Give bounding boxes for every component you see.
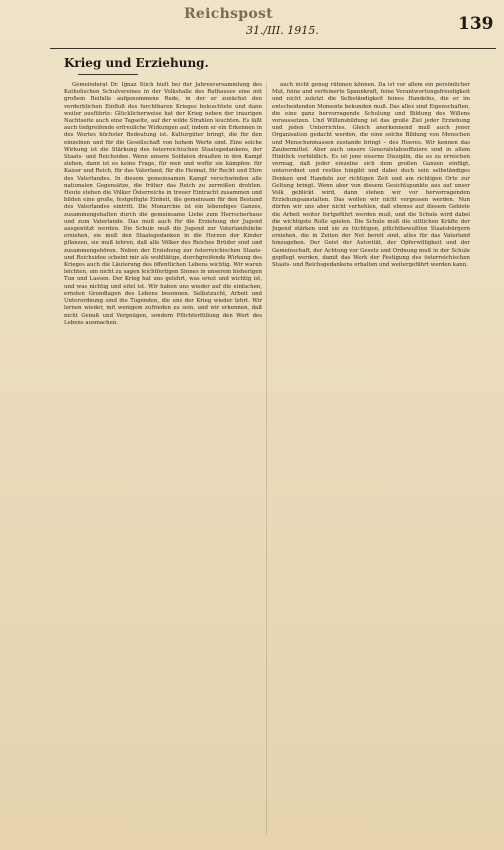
masthead: Reichspost <box>184 6 273 22</box>
article-column-left <box>64 82 262 834</box>
column-separator <box>266 82 267 834</box>
title-underline <box>78 74 138 75</box>
left-column-text: Gemeinderat Dr. Ignaz Stich hielt bei der Jahresversammlung des Katholischen Schulvereines in der Volkshalle des Rathauses eine mit großem Beifalle aufgenommene Rede, in der er zunächst den verderblichen Einfluß des furchtbaren Krieges beleuchtete und dann weiter ausführte: Glücklicherweise hat der Krieg neben der traurigen Nachtseite auch eine Tagseite, auf der wilde Strahlen leuchten. Es läßt auch tiefgreifende erfreuliche Wirkungen auf, indem er ein Erkennen in des Wortes höchster Bedeutung ist. Kulturgüter bringt, die für den einzelnen und für die Gesellschaft von hohem Werte sind. Eine solche Wirkung ist die Stärkung des österreichischen Staatsgedankens, der Staats- und Reichsidee. Wenn unsere Soldaten draußen in den Kampf ziehen, dann ist es keine Frage, für wen und wofür sie kämpfen: für Kaiser und Reich, für das Vaterland, für die Heimat, für Recht und Ehre des Vaterlandes. In diesem gemeinsamen Kampf verschwinden alle nationalen Gegensätze, die früher das Reich zu zerreißen drohten. Heute stehen die Völker Österreichs in treuer Eintracht zusammen und bilden eine große, festgefügte Einheit, die gemeinsam für den Bestand des Vaterlandes eintritt. Die Monarchie ist ein lebendiges Ganzes, zusammengehalten durch die gemeinsame Liebe zum Herrscherhaus und zum Vaterlande. Das muß auch für die Erziehung der Jugend ausgenützt werden. Die Schule muß die Jugend zur Vaterlandsliebe erziehen, sie muß den Staatsgedanken in die Herzen der Kinder pflanzen, sie muß lehren, daß alle Völker des Reiches Brüder sind und zusammengehören. Neben der Erziehung zur österreichischen Staats- und Reichsidee scheint mir als wohltätige, durchgreifende Wirkung des Krieges auch die Läuterung des öffentlichen Lebens wichtig. Wir waren leichten, um nicht zu sagen leichtfertigen Sinnes in unserem bisherigen Tun und Lassen. Der Krieg hat uns gelehrt, was ernst und wichtig ist, und was nichtig und eitel ist. Wir haben uns wieder auf die einfachen, ernsten Grundlagen des Lebens besonnen. Selbstzucht, Arbeit und Unterordnung sind die Tugenden, die uns der Krieg wieder lehrt. Wir lernen wieder, mit wenigem zufrieden zu sein, und wir erkennen, daß nicht Genuß und Vergnügen, sondern Pflichterfüllung den Wert des Lebens ausmachen. <box>64 82 262 326</box>
handwritten-date: 31./III. 1915. <box>246 24 319 37</box>
article-column-right <box>272 82 470 462</box>
right-column-text: auch nicht genug rühmen können. Da ist vor allem ein persönlicher Mut, feine und verfeinerte Spannkraft, feine Verantwortungsfreudigkeit und nicht zuletzt die Selbständigkeit feines Handelns, die er im entscheidenden Momente bekunden muß. Das alles sind Eigenschaften, die eine ganz hervorragende Schulung und Bildung des Willens voraussetzen. Und Willensbildung ist das große Ziel jeder Erziehung und jeden Unterrichtes. Gleich anerkennend muß auch jener Organisation gedacht werden, die eine solche Bildung von Menschen und Menschenmassen zustande bringt – des Heeres. Wir kennen das Zaubermittel. Aber auch unsere Generalstabsoffiziere sind in allem Hinblick vorbildlich. Es ist jene eiserne Disziplin, die es zu erreichen vermag, daß jeder einzelne sich dem großen Ganzen einfügt, unterordnet und restlos hingibt und dabei doch sein selbständiges Denken und Handeln zur richtigen Zeit und am richtigen Orte zur Geltung bringt. Wenn aber von diesem Gesichtspunkte aus auf unser Volk geblickt wird, dann stehen wir vor hervorragenden Erziehungsanstalten. Das wollen wir nicht vergessen werden. Nun dürfen wir uns aber nicht verhehlen, daß ebenso auf diesem Gebiete die Arbeit weiter fortgeführt werden muß, und die Schule wird dabei die wichtigste Rolle spielen. Die Schule muß die sittlichen Kräfte der Jugend stärken und sie zu tüchtigen, pflichtbewußten Staatsbürgern erziehen, die in Zeiten der Not bereit sind, alles für das Vaterland hinzugeben. Der Geist der Autorität, der Opferwilligkeit und der Gemeinschaft, der Achtung vor Gesetz und Ordnung muß in der Schule gepflegt werden, damit das Werk der Festigung des österreichischen Staats- und Reichsgedankens erhalten und weitergeführt werden kann. <box>272 82 470 269</box>
page-number: 139 <box>458 14 494 34</box>
article-title: Krieg und Erziehung. <box>64 56 209 70</box>
header-rule <box>50 48 496 49</box>
